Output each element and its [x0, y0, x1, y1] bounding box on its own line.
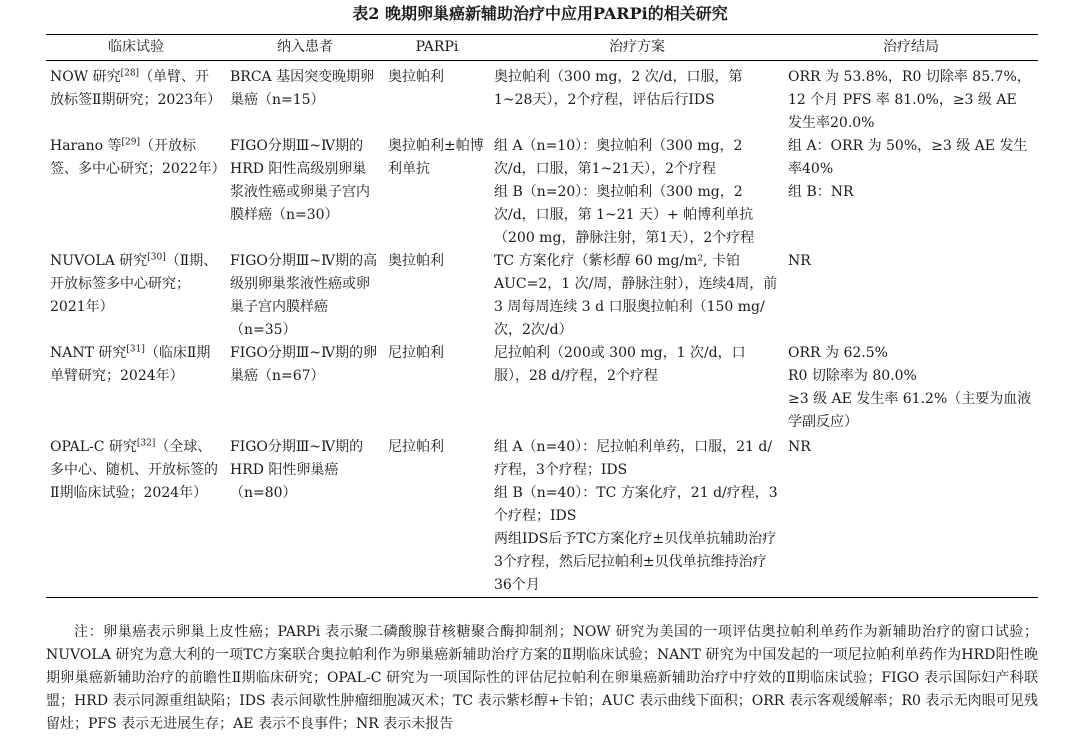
trial-cell	[46, 61, 226, 136]
trial-cell	[46, 436, 226, 598]
outcome-cell	[784, 61, 1038, 136]
patients-cell: BRCA 基因突变晚期卵巢癌（n=15）	[230, 69, 375, 108]
trial-ref: [31]	[126, 344, 145, 355]
header-regimen: 治疗方案	[490, 35, 784, 61]
trial-desc: （Ⅱ期、开放标签多中心研究；2021年）	[50, 253, 218, 315]
regimen-line: 组 B（n=20）：奥拉帕利（300 mg，2 次/d，口服，第 1~21 天）+ 帕博利单抗（200 mg，静脉注射，第1天），2个疗程	[494, 184, 755, 246]
trial-ref: [30]	[147, 252, 166, 263]
table-caption: 表2 晚期卵巢癌新辅助治疗中应用PARPi的相关研究	[352, 4, 728, 23]
trial-name: NUVOLA 研究	[50, 253, 148, 269]
trial-ref: [29]	[121, 137, 140, 148]
trial-desc: （临床Ⅱ期单臂研究；2024年）	[50, 345, 211, 384]
header-outcome: 治疗结局	[784, 35, 1038, 61]
table-row	[46, 436, 1038, 598]
trial-desc: （全球、多中心、随机、开放标签的Ⅱ期临床试验；2024年）	[50, 439, 218, 501]
outcome-line: ORR 为 62.5%	[788, 345, 888, 361]
trial-cell	[46, 342, 226, 436]
regimen-line: 组 B（n=40）：TC 方案化疗，21 d/疗程，3个疗程；IDS	[494, 485, 778, 524]
trial-ref: [32]	[136, 438, 156, 449]
header-patients: 纳入患者	[226, 35, 384, 61]
outcome-line: R0 切除率为 80.0%	[788, 368, 917, 384]
table-row	[46, 250, 1038, 342]
regimen-line: 组 A（n=10）：奥拉帕利（300 mg，2 次/d，口服，第1~21天），2个疗程	[494, 138, 743, 177]
regimen-line: 尼拉帕利（200或 300 mg，1 次/d，口服），28 d/疗程，2个疗程	[494, 345, 746, 384]
parpi-cell: 奥拉帕利	[388, 69, 444, 85]
trial-cell	[46, 135, 226, 250]
table-row	[46, 135, 1038, 250]
regimen-line: TC 方案化疗（紫杉醇 60 mg/m², 卡铂AUC=2，1 次/周，静脉注射），连续4周，前 3 周每周连续 3 d 口服奥拉帕利（150 mg/次，2次/d）	[494, 253, 778, 338]
outcome-line: NR	[788, 439, 811, 455]
research-table	[46, 34, 1038, 598]
regimen-cell	[490, 342, 784, 436]
table-row	[46, 61, 1038, 136]
table-footnote: 注：卵巢癌表示卵巢上皮性癌；PARPi 表示聚二磷酸腺苷核糖聚合酶抑制剂；NOW 研究为美国的一项评估奥拉帕利单药作为新辅助治疗的窗口试验；NUVOLA 研究为意大利的一项TC方案联合奥拉帕利作为卵巢癌新辅助治疗方案的Ⅱ期临床试验；NANT 研究为中国发起的一项尼拉帕利单药作为HRD阳性晚期卵巢癌新辅助治疗的前瞻性Ⅱ期临床研究；OPAL-C 研究为一项国际性的评估尼拉帕利在卵巢癌新辅助治疗中疗效的Ⅱ期临床试验；FIGO 表示国际妇产科联盟；HRD 表示同源重组缺陷；IDS 表示间歇性肿瘤细胞减灭术；TC 表示紫杉醇+卡铂；AUC 表示曲线下面积；ORR 表示客观缓解率；R0 表示无肉眼可见残留灶；PFS 表示无进展生存；AE 表示不良事件；NR 表示未报告	[46, 624, 1038, 732]
regimen-cell	[490, 135, 784, 250]
header-parpi: PARPi	[384, 35, 490, 61]
parpi-cell: 奥拉帕利	[388, 253, 444, 269]
patients-cell: FIGO分期Ⅲ~Ⅳ期的高级别卵巢浆液性癌或卵巢子宫内膜样癌（n=35）	[230, 253, 378, 338]
header-trial: 临床试验	[46, 35, 226, 61]
trial-ref: [28]	[120, 68, 140, 79]
regimen-cell	[490, 61, 784, 136]
trial-desc: （开放标签、多中心研究；2022年）	[50, 138, 226, 177]
outcome-line: ≥3 级 AE 发生率 61.2%（主要为血液学副反应）	[788, 391, 1032, 430]
outcome-line: NR	[788, 253, 811, 269]
outcome-cell	[784, 135, 1038, 250]
table-row	[46, 342, 1038, 436]
parpi-cell: 奥拉帕利±帕博利单抗	[388, 138, 484, 177]
outcome-cell	[784, 250, 1038, 342]
trial-desc: （单臂、开放标签Ⅱ期研究；2023年）	[50, 69, 222, 108]
regimen-line: 组 A（n=40）：尼拉帕利单药，口服，21 d/疗程，3个疗程；IDS	[494, 439, 773, 478]
regimen-cell	[490, 436, 784, 598]
outcome-line: ORR 为 53.8%，R0 切除率 85.7%，12 个月 PFS 率 81.0%，≥3 级 AE 发生率20.0%	[788, 69, 1031, 131]
trial-name: Harano 等	[50, 138, 122, 154]
outcome-line: 组 A：ORR 为 50%，≥3 级 AE 发生率40%	[788, 138, 1028, 177]
outcome-line: 组 B：NR	[788, 184, 854, 200]
outcome-cell	[784, 342, 1038, 436]
trial-name: OPAL-C 研究	[50, 439, 137, 455]
regimen-cell	[490, 250, 784, 342]
patients-cell: FIGO分期Ⅲ~Ⅳ期的卵巢癌（n=67）	[230, 345, 378, 384]
parpi-cell: 尼拉帕利	[384, 436, 490, 598]
trial-name: NOW 研究	[50, 69, 121, 85]
outcome-cell	[784, 436, 1038, 598]
trial-cell	[46, 250, 226, 342]
parpi-cell: 尼拉帕利	[388, 345, 444, 361]
patients-cell: FIGO分期Ⅲ~Ⅳ期的HRD 阳性高级别卵巢浆液性癌或卵巢子宫内膜样癌（n=30）	[230, 138, 370, 223]
patients-cell: FIGO分期Ⅲ~Ⅳ期的HRD 阳性卵巢癌（n=80）	[226, 436, 384, 598]
trial-name: NANT 研究	[50, 345, 127, 361]
table-header-row	[46, 35, 1038, 61]
regimen-line: 奥拉帕利（300 mg，2 次/d，口服，第 1~28天），2个疗程，评估后行IDS	[494, 69, 743, 108]
regimen-line: 两组IDS后予TC方案化疗±贝伐单抗辅助治疗3个疗程，然后尼拉帕利±贝伐单抗维持治疗36个月	[494, 531, 777, 593]
